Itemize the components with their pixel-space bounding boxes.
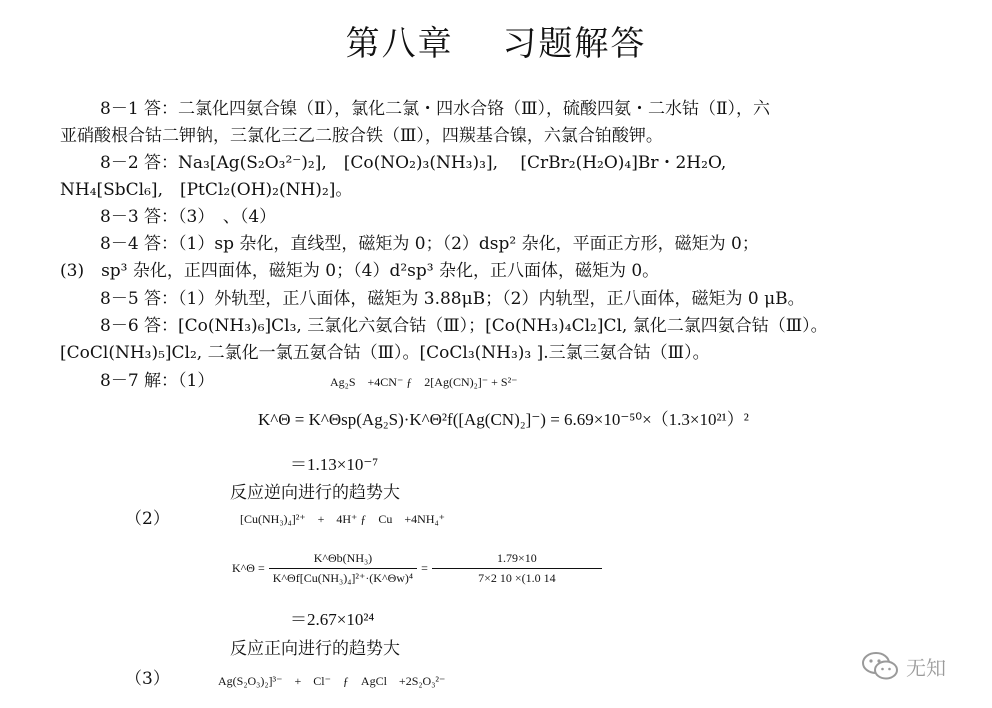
answer-8-7-label: 8－7 解：（1） [100,371,215,391]
part2-k-numerator-value: 1.79×10 [432,551,602,569]
part2-label: （2） [125,509,170,529]
part2-k-denominator: K^Θf[Cu(NH₃)₄]²⁺·(K^Θw)⁴ [272,570,414,585]
part2-k-fraction-symbolic [269,551,417,586]
answer-8-4-line-2: (3) sp³ 杂化，正四面体，磁矩为 0；（4）d²sp³ 杂化，正八面体，磁矩为 0。 [60,261,660,281]
part1-reaction: Ag₂S +4CN⁻ ƒ 2[Ag(CN)₂]⁻ + S²⁻ [330,375,518,389]
answer-8-6-line-2: [CoCl(NH₃)₅]Cl₂, 二氯化一氯五氨合钴（Ⅲ）。[CoCl₃(NH₃)₃ ].三氯三氨合钴（Ⅲ）。 [60,343,710,363]
part3-reaction: Ag(S₂O₃)₂]³⁻ + Cl⁻ ƒ AgCl +2S₂O₃²⁻ [218,674,446,688]
answer-8-3-line-1: 8－3 答：（3） 、（4） [100,207,277,227]
watermark [860,648,970,684]
page-title: 第八章 习题解答 [345,24,647,64]
part2-conclusion: 反应正向进行的趋势大 [230,639,400,659]
answer-8-1-line-1: 8－1 答：二氯化四氨合镍（Ⅱ），氯化二氯・四水合铬（Ⅲ），硫酸四氨・二水钴（Ⅱ），六 [100,99,771,119]
part1-conclusion: 反应逆向进行的趋势大 [230,483,400,503]
part2-k-numerator: K^Θb(NH₃) [269,551,417,569]
part3-label: （3） [125,669,170,689]
part2-k-lhs: K^Θ = [232,560,265,575]
answer-8-6-line-1: 8－6 答：[Co(NH₃)₆]Cl₃, 三氯化六氨合钴（Ⅲ）；[Co(NH₃)₄Cl₂]Cl, 氯化二氯四氨合钴（Ⅲ）。 [100,316,828,336]
part2-reaction: [Cu(NH₃)₄]²⁺ + 4H⁺ ƒ Cu +4NH₄⁺ [240,512,446,526]
answer-8-4-line-1: 8－4 答：（1）sp 杂化，直线型，磁矩为 0；（2）dsp² 杂化，平面正方形，磁矩为 0； [100,234,759,254]
wechat-icon [860,650,900,682]
part2-equals-sign: = [421,560,428,575]
part2-k-denominator-value: 7×2 10 ×(1.0 14 [478,570,556,585]
part2-k-formula [232,540,602,596]
answer-8-1-line-2: 亚硝酸根合钴二钾钠，三氯化三乙二胺合铁（Ⅲ），四羰基合镍，六氯合铂酸钾。 [60,126,663,146]
answer-8-5-line-1: 8－5 答：（1）外轨型，正八面体，磁矩为 3.88μB；（2）内轨型，正八面体，磁矩为 0 μB。 [100,289,805,309]
answer-8-2-line-2: NH₄[SbCl₆], [PtCl₂(OH)₂(NH)₂]。 [60,180,353,200]
part2-result: ＝2.67×10²⁴ [290,610,375,629]
part2-k-fraction-numeric [432,551,602,586]
answer-8-2-line-1: 8－2 答：Na₃[Ag(S₂O₃²⁻)₂], [Co(NO₂)₃(NH₃)₃], [CrBr₂(H₂O)₄]Br・2H₂O, [100,153,727,173]
part1-result: ＝1.13×10⁻⁷ [290,455,379,474]
part1-k-expression: K^Θ = K^Θsp(Ag₂S)·K^Θ²f([Ag(CN)₂]⁻) = 6.69×10⁻⁵⁰×（1.3×10²¹）² [258,410,749,429]
watermark-text: 无知 [906,655,946,680]
